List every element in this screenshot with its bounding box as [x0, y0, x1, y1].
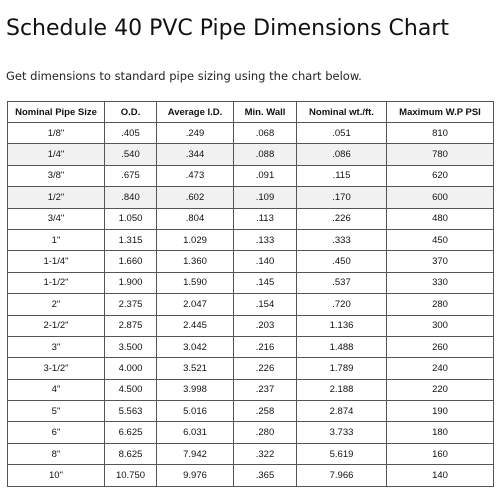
table-row	[8, 315, 494, 336]
table-row	[8, 422, 494, 443]
cell-nominal-pipe-size: 10"	[8, 465, 105, 486]
cell-nominal-weight: 1.136	[297, 315, 387, 336]
cell-min-wall: .226	[234, 358, 297, 379]
header-od: O.D.	[105, 102, 157, 123]
cell-od: 1.900	[105, 272, 157, 293]
cell-nominal-pipe-size: 1/8"	[8, 123, 105, 144]
cell-max-wp-psi: 620	[387, 165, 494, 186]
cell-od: 3.500	[105, 336, 157, 357]
cell-od: 1.660	[105, 251, 157, 272]
cell-max-wp-psi: 300	[387, 315, 494, 336]
cell-nominal-weight: .051	[297, 123, 387, 144]
cell-nominal-weight: .720	[297, 294, 387, 315]
table-row	[8, 272, 494, 293]
page-title: Schedule 40 PVC Pipe Dimensions Chart	[6, 16, 449, 41]
cell-nominal-pipe-size: 2-1/2"	[8, 315, 105, 336]
table-row	[8, 123, 494, 144]
cell-max-wp-psi: 140	[387, 465, 494, 486]
cell-average-id: .804	[157, 208, 234, 229]
cell-od: 4.000	[105, 358, 157, 379]
cell-max-wp-psi: 160	[387, 443, 494, 464]
cell-nominal-weight: .170	[297, 187, 387, 208]
table-header	[8, 102, 494, 123]
cell-min-wall: .068	[234, 123, 297, 144]
cell-average-id: 1.590	[157, 272, 234, 293]
cell-nominal-weight: 1.488	[297, 336, 387, 357]
cell-nominal-weight: .333	[297, 229, 387, 250]
cell-od: .675	[105, 165, 157, 186]
cell-max-wp-psi: 780	[387, 144, 494, 165]
cell-max-wp-psi: 280	[387, 294, 494, 315]
header-nominal-weight: Nominal wt./ft.	[297, 102, 387, 123]
cell-average-id: 3.042	[157, 336, 234, 357]
cell-min-wall: .280	[234, 422, 297, 443]
cell-min-wall: .322	[234, 443, 297, 464]
cell-max-wp-psi: 260	[387, 336, 494, 357]
cell-max-wp-psi: 600	[387, 187, 494, 208]
cell-min-wall: .203	[234, 315, 297, 336]
cell-od: 8.625	[105, 443, 157, 464]
cell-nominal-pipe-size: 1/2"	[8, 187, 105, 208]
cell-average-id: 1.360	[157, 251, 234, 272]
cell-nominal-pipe-size: 3-1/2"	[8, 358, 105, 379]
header-min-wall: Min. Wall	[234, 102, 297, 123]
cell-average-id: 6.031	[157, 422, 234, 443]
cell-max-wp-psi: 810	[387, 123, 494, 144]
cell-nominal-weight: 5.619	[297, 443, 387, 464]
cell-average-id: 2.047	[157, 294, 234, 315]
cell-nominal-weight: .115	[297, 165, 387, 186]
cell-average-id: 3.521	[157, 358, 234, 379]
cell-od: .540	[105, 144, 157, 165]
table-row	[8, 294, 494, 315]
cell-nominal-pipe-size: 8"	[8, 443, 105, 464]
cell-nominal-weight: .450	[297, 251, 387, 272]
cell-nominal-weight: .226	[297, 208, 387, 229]
cell-max-wp-psi: 190	[387, 401, 494, 422]
cell-nominal-weight: .086	[297, 144, 387, 165]
cell-od: 1.315	[105, 229, 157, 250]
cell-min-wall: .091	[234, 165, 297, 186]
cell-average-id: 9.976	[157, 465, 234, 486]
table-row	[8, 379, 494, 400]
cell-nominal-weight: 3.733	[297, 422, 387, 443]
cell-od: 5.563	[105, 401, 157, 422]
cell-nominal-weight: 1.789	[297, 358, 387, 379]
table-row	[8, 144, 494, 165]
cell-nominal-pipe-size: 2"	[8, 294, 105, 315]
cell-average-id: .249	[157, 123, 234, 144]
cell-nominal-weight: 2.874	[297, 401, 387, 422]
cell-od: .840	[105, 187, 157, 208]
cell-nominal-pipe-size: 1/4"	[8, 144, 105, 165]
cell-average-id: 7.942	[157, 443, 234, 464]
cell-od: 10.750	[105, 465, 157, 486]
cell-min-wall: .109	[234, 187, 297, 208]
cell-min-wall: .154	[234, 294, 297, 315]
cell-min-wall: .237	[234, 379, 297, 400]
cell-average-id: 3.998	[157, 379, 234, 400]
cell-min-wall: .258	[234, 401, 297, 422]
cell-nominal-pipe-size: 3/4"	[8, 208, 105, 229]
header-row	[8, 102, 494, 123]
cell-max-wp-psi: 220	[387, 379, 494, 400]
table-row	[8, 208, 494, 229]
cell-min-wall: .140	[234, 251, 297, 272]
cell-max-wp-psi: 370	[387, 251, 494, 272]
cell-average-id: .473	[157, 165, 234, 186]
pipe-dimensions-table	[7, 101, 494, 487]
table-row	[8, 251, 494, 272]
cell-nominal-pipe-size: 1-1/4"	[8, 251, 105, 272]
table-row	[8, 358, 494, 379]
table-row	[8, 443, 494, 464]
cell-nominal-weight: 7.966	[297, 465, 387, 486]
cell-min-wall: .365	[234, 465, 297, 486]
table-row	[8, 336, 494, 357]
header-max-wp-psi: Maximum W.P PSI	[387, 102, 494, 123]
cell-od: 1.050	[105, 208, 157, 229]
table-row	[8, 465, 494, 486]
header-nominal-pipe-size: Nominal Pipe Size	[8, 102, 105, 123]
cell-max-wp-psi: 240	[387, 358, 494, 379]
cell-max-wp-psi: 180	[387, 422, 494, 443]
cell-nominal-pipe-size: 5"	[8, 401, 105, 422]
cell-min-wall: .113	[234, 208, 297, 229]
cell-od: .405	[105, 123, 157, 144]
cell-od: 2.375	[105, 294, 157, 315]
cell-od: 4.500	[105, 379, 157, 400]
cell-max-wp-psi: 480	[387, 208, 494, 229]
table-row	[8, 165, 494, 186]
cell-nominal-pipe-size: 3/8"	[8, 165, 105, 186]
cell-average-id: 1.029	[157, 229, 234, 250]
cell-nominal-weight: .537	[297, 272, 387, 293]
cell-max-wp-psi: 450	[387, 229, 494, 250]
cell-nominal-weight: 2.188	[297, 379, 387, 400]
cell-min-wall: .088	[234, 144, 297, 165]
cell-nominal-pipe-size: 1"	[8, 229, 105, 250]
cell-min-wall: .216	[234, 336, 297, 357]
table-body	[8, 123, 494, 487]
cell-nominal-pipe-size: 6"	[8, 422, 105, 443]
cell-average-id: 2.445	[157, 315, 234, 336]
cell-average-id: 5.016	[157, 401, 234, 422]
cell-min-wall: .145	[234, 272, 297, 293]
cell-nominal-pipe-size: 4"	[8, 379, 105, 400]
cell-od: 6.625	[105, 422, 157, 443]
cell-nominal-pipe-size: 3"	[8, 336, 105, 357]
table-row	[8, 187, 494, 208]
cell-nominal-pipe-size: 1-1/2"	[8, 272, 105, 293]
cell-max-wp-psi: 330	[387, 272, 494, 293]
cell-average-id: .602	[157, 187, 234, 208]
page-subtitle: Get dimensions to standard pipe sizing using the chart below.	[6, 69, 362, 83]
table-row	[8, 229, 494, 250]
cell-min-wall: .133	[234, 229, 297, 250]
header-average-id: Average I.D.	[157, 102, 234, 123]
cell-od: 2.875	[105, 315, 157, 336]
table-row	[8, 401, 494, 422]
cell-average-id: .344	[157, 144, 234, 165]
